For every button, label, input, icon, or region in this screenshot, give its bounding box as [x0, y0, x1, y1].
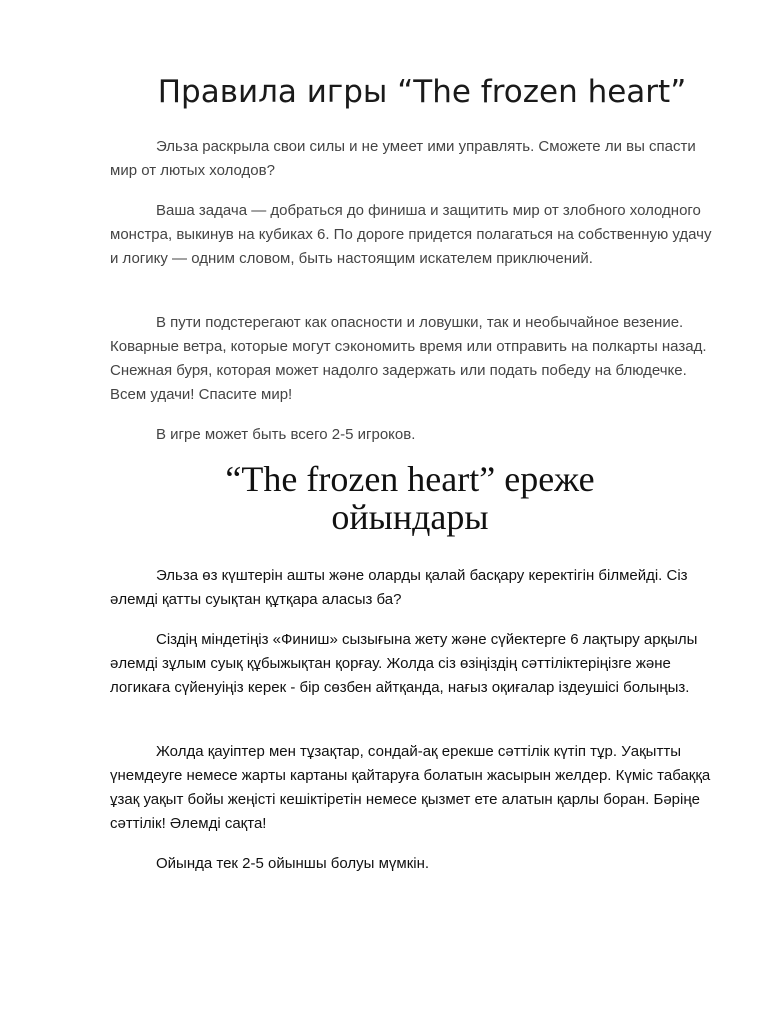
kz-paragraph-dangers: Жолда қауіптер мен тұзақтар, сондай-ақ ерекше сәттілік күтіп тұр. Уақытты үнемдеуге немесе жарты картаны қайтаруға болатын жасырын желдер. Күміс табаққа ұзақ уақыт бойы жеңісті кешіктіретін немесе қызмет ете алатын қарлы боран. Бәріңе сәттілік! Әлемді сақта! [110, 743, 711, 832]
title-kazakh: “The frozen heart” ереже ойындары [225, 459, 595, 537]
kz-paragraph-task: Сіздің міндетіңіз «Финиш» сызығына жету және сүйектерге 6 лақтыру арқылы әлемді зұлым суық құбыжықтан қорғау. Жолда сіз өзіңіздің сәттіліктеріңізге және логикаға сүйенуіңіз керек - бір сөзбен айтқанда, нағыз оқиғалар іздеушісі болыңыз. [110, 631, 698, 696]
ru-paragraph-task: Ваша задача — добраться до финиша и защитить мир от злобного холодного монстра, выкинув на кубиках 6. По дороге придется полагаться на собственную удачу и логику — одним словом, быть настоящим искателем приключений. [110, 202, 712, 267]
kz-paragraph-intro: Эльза өз күштерін ашты және оларды қалай басқару керектігін білмейді. Сіз әлемді қатты суықтан құтқара аласыз ба? [110, 567, 688, 608]
ru-paragraph-intro: Эльза раскрыла свои силы и не умеет ими управлять. Сможете ли вы спасти мир от лютых холодов? [110, 138, 696, 179]
kz-paragraph-players: Ойында тек 2-5 ойыншы болуы мүмкін. [156, 855, 430, 872]
ru-paragraph-players: В игре может быть всего 2-5 игроков. [156, 426, 416, 443]
ru-paragraph-dangers: В пути подстерегают как опасности и ловушки, так и необычайное везение. Коварные ветра, которые могут сэкономить время или отправить на полкарты назад. Снежная буря, которая может надолго задержать или подать победу на блюдечке. Всем удачи! Спасите мир! [110, 314, 707, 403]
title-russian: Правила игры “The frozen heart” [157, 74, 687, 110]
